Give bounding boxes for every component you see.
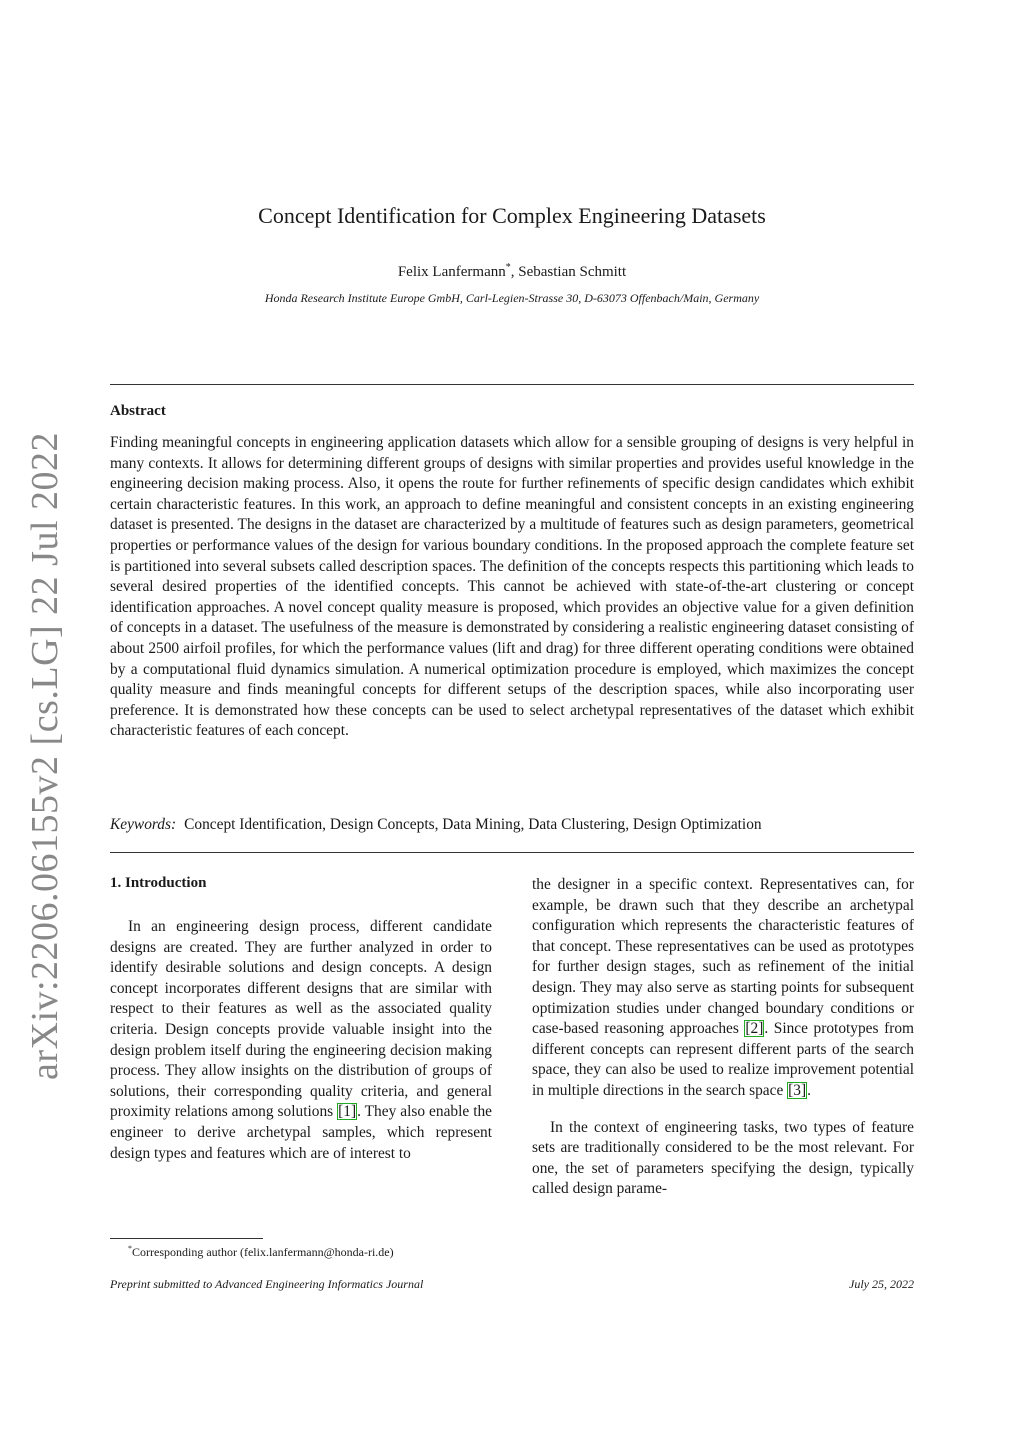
arxiv-stamp: arXiv:2206.06155v2 [cs.LG] 22 Jul 2022: [24, 431, 66, 1081]
section-heading-introduction: 1. Introduction: [110, 875, 207, 891]
paragraph: [110, 917, 492, 1164]
abstract-heading: Abstract: [110, 403, 166, 419]
paragraph-text: . They also enable the engineer to derive archetypal samples, which represent design types and features which are of interest to: [110, 1103, 492, 1162]
footnote-rule: [110, 1238, 263, 1239]
author-list: [110, 262, 914, 281]
author-name: Sebastian Schmitt: [518, 264, 627, 280]
footnote-text: Corresponding author (felix.lanfermann@honda-ri.de): [132, 1245, 394, 1259]
paragraph-text: .: [807, 1081, 811, 1099]
abstract-text: Finding meaningful concepts in engineering application datasets which allow for a sensible grouping of designs is very helpful in many contexts. It allows for determining different groups of designs with similar properties and provides useful knowledge in the engineering decision making process. Also, it opens the route for further refinements of specific design candidates which exhibit certain characteristic features. In this work, an approach to define meaningful and consistent concepts in an existing engineering dataset is presented. The designs in the dataset are characterized by a multitude of features such as design parameters, geometrical properties or performance values of the design for various boundary conditions. In the proposed approach the complete feature set is partitioned into several subsets called description spaces. The definition of the concepts respects this partitioning which leads to several desired properties of the identified concepts. This cannot be achieved with state-of-the-art clustering or concept identification approaches. A novel concept quality measure is proposed, which provides an objective value for a given definition of concepts in a dataset. The usefulness of the measure is demonstrated by considering a realistic engineering dataset consisting of about 2500 airfoil profiles, for which the performance values (lift and drag) for three different operating conditions were obtained by a computational fluid dynamics simulation. A numerical optimization procedure is employed, which maximizes the concept quality measure and finds meaningful concepts for different setups of the description spaces, while also incorporating user preference. It is demonstrated how these concepts can be used to select archetypal representatives of the dataset which exhibit characteristic features of each concept.: [110, 434, 914, 740]
preprint-note: Preprint submitted to Advanced Engineering Informatics Journal: [110, 1277, 424, 1291]
footnote-mark: *: [128, 1244, 132, 1253]
paragraph: In the context of engineering tasks, two types of feature sets are traditionally considered to be the most relevant. For one, the set of parameters specifying the design, typically called design parame-: [532, 1118, 914, 1198]
abstract-top-rule: [110, 384, 914, 385]
affiliation: Honda Research Institute Europe GmbH, Carl-Legien-Strasse 30, D-63073 Offenbach/Main, Germany: [264, 291, 760, 305]
keywords-line: [110, 816, 914, 834]
paragraph-text: the designer in a specific context. Representatives can, for example, be drawn such that they describe an archetypal configuration which represents the characteristic features of that concept. These representatives can be used as prototypes for further design stages, such as refinement of the initial design. They may also serve as starting points for subsequent optimization studies under changed boundary conditions or case-based reasoning approaches: [532, 876, 914, 1038]
paragraph: [532, 875, 914, 1102]
footer-date: July 25, 2022: [849, 1277, 914, 1291]
footnote: [110, 1244, 548, 1260]
citation-link[interactable]: [1]: [338, 1103, 357, 1121]
paragraph-text: . Since prototypes from different concepts can represent different parts of the search space, they can also be used to realize improvement potential in multiple directions in the search space: [532, 1020, 914, 1099]
left-column: [110, 917, 492, 1164]
keywords-text: Concept Identification, Design Concepts, Data Mining, Data Clustering, Design Optimization: [184, 816, 762, 833]
paragraph-text: In an engineering design process, different candidate designs are created. They are further analyzed in order to identify desirable solutions and design concepts. A design concept incorporates different designs that are similar with respect to their features as well as the associated quality criteria. Design concepts provide valuable insight into the design problem itself during the engineering decision making process. They allow insights on the distribution of groups of solutions, their corresponding quality criteria, and general proximity relations among solutions: [110, 918, 492, 1121]
author-name: Felix Lanfermann: [397, 264, 506, 280]
paper-title: Concept Identification for Complex Engineering Datasets: [258, 203, 766, 228]
author-separator: ,: [510, 264, 519, 280]
keywords-label: Keywords:: [110, 816, 177, 833]
right-column: [532, 875, 914, 1200]
corresponding-mark: *: [505, 262, 511, 273]
citation-link[interactable]: [2]: [745, 1020, 764, 1038]
abstract-bottom-rule: [110, 852, 914, 853]
citation-link[interactable]: [3]: [788, 1081, 807, 1099]
